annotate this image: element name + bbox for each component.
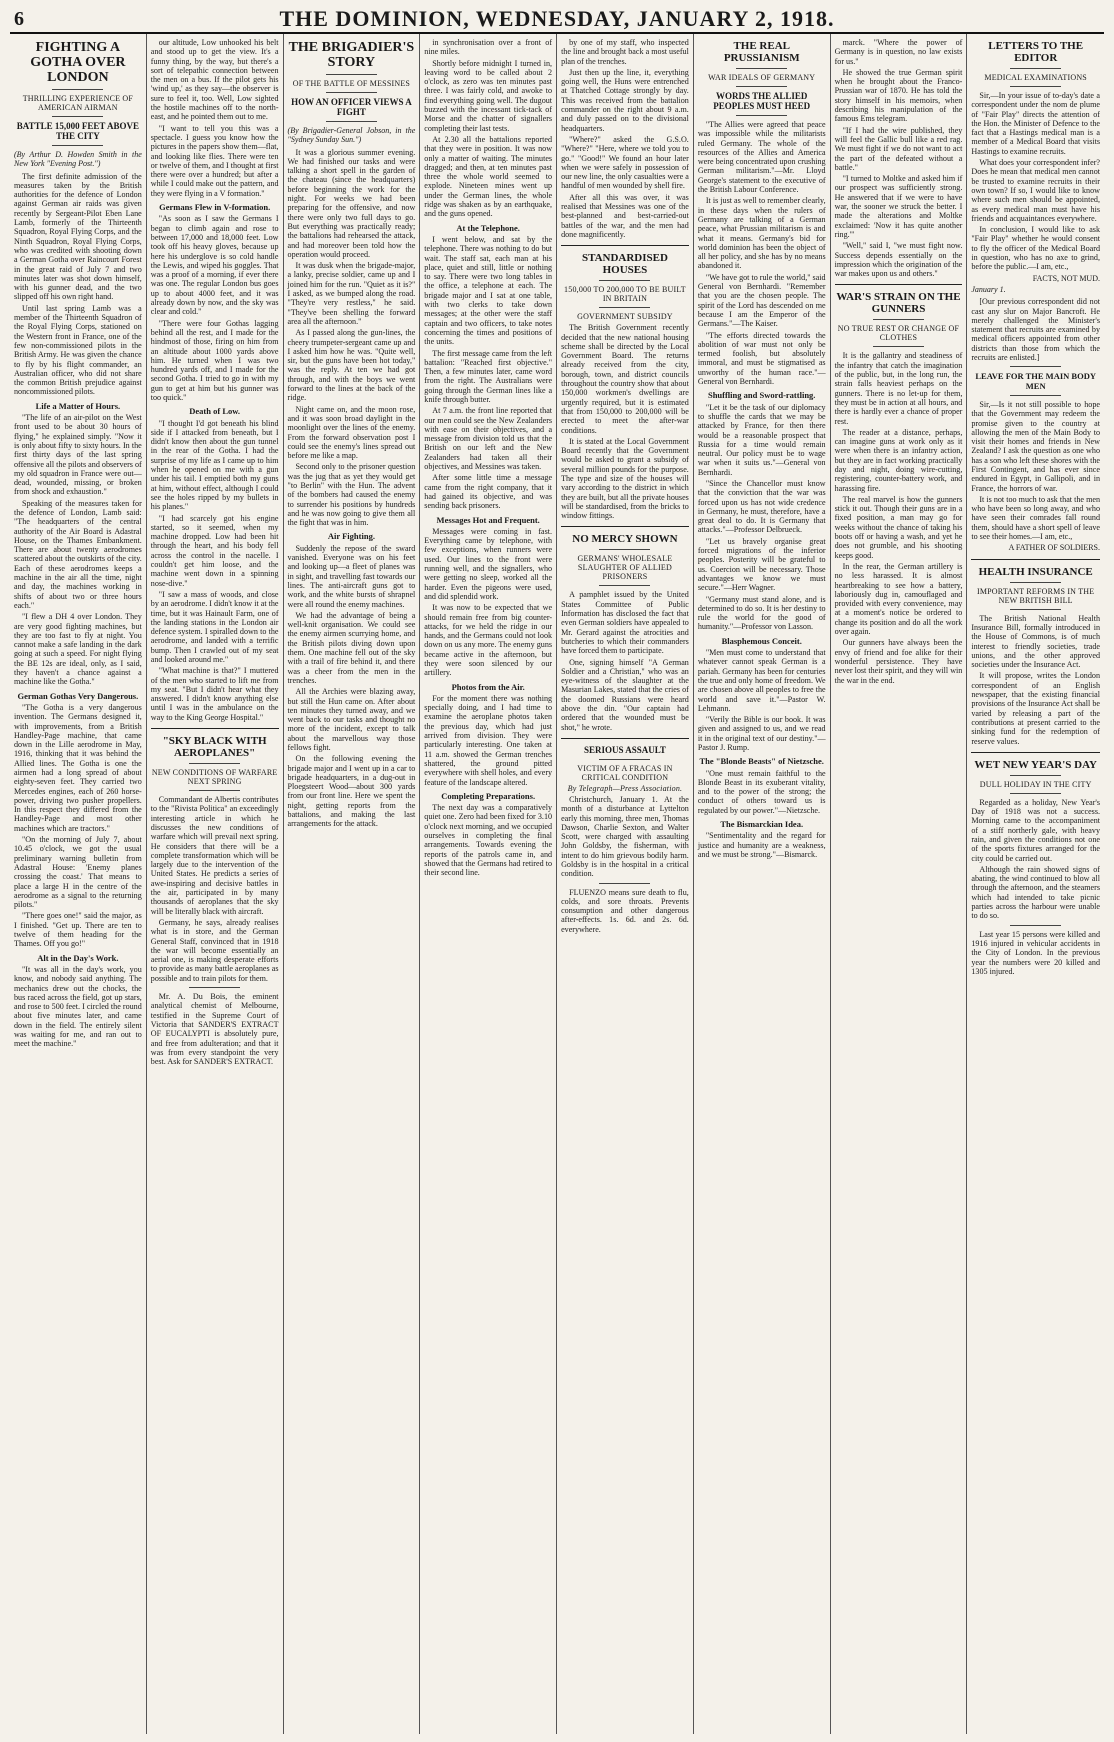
- paragraph: It will propose, writes the London correspondent of an English newspaper, that the existing financial provisions of the Insurance Act shall be varied by releasing a part of the contributions at present carried to the sinking fund for the redemption of reserve values.: [971, 671, 1100, 746]
- paragraph: After some little time a message came from the right company, that it had gained its objective, and was sending back prisoners.: [424, 473, 553, 511]
- column-1: [10, 34, 147, 1734]
- paragraph: Our gunners have always been the envy of friend and foe alike for their wonderful persistence. They have never lost their spirit, and they will win the war in the end.: [834, 638, 963, 685]
- section-heading: The Bismarckian Idea.: [720, 819, 804, 830]
- paragraph: It was now to be expected that we should remain free from big counter-attacks, for we held the ridge in our hands, and the Germans could not look down on us any more. The enemy guns became active in the afternoon, but they were soon silenced by our artillery.: [424, 603, 553, 678]
- column-2: [147, 34, 284, 1734]
- subhead-gunners: NO TRUE REST OR CHANGE OF CLOTHES: [837, 324, 960, 343]
- byline-brigadier: (By Brigadier-General Jobson, in the "Sydney Sunday Sun."): [287, 126, 416, 145]
- subhead-no-mercy: GERMANS' WHOLESALE SLAUGHTER OF ALLIED PRISONERS: [577, 554, 673, 582]
- editor-note: [Our previous correspondent did not cast any slur on Major Bancroft. He merely challenged the Minister's statement that recruits are examined by medical officers appointed from other districts than those from which the recruits are enlisted.]: [971, 297, 1100, 363]
- section-heading: Death of Low.: [189, 406, 241, 417]
- column-7: [831, 34, 968, 1734]
- column-8: [967, 34, 1104, 1734]
- paragraph: Just then up the line, it, everything going well, the Huns were entrenched at Thatched Cottage strongly by day. This was received from the battalion commander on the right about 9 a.m. and duly passed on to the divisional headquarters.: [561, 67, 689, 133]
- paragraph: "Germany must stand alone, and is determined to do so. It is her destiny to rule the world for the good of humanity."—Professor von Lasson.: [697, 594, 826, 632]
- paragraph: "Let us bravely organise great forced migrations of the inferior peoples. Posterity will be grateful to us. Coercion will be necessary. Those advantages we know we must secure."—Herr Wagner.: [697, 536, 826, 593]
- section-heading: Air Fighting.: [327, 531, 375, 542]
- subhead-sky-black: NEW CONDITIONS OF WARFARE NEXT SPRING: [151, 768, 278, 787]
- paragraph: On the following evening the brigade major and I went up in a car to brigade headquarters, in a dug-out in Ploegsteert Wood—about 300 yards from our front line. Here we spent the night, getting reports from the battalions, and making the last arrangements for the attack.: [287, 754, 416, 829]
- section-heading: Completing Preparations.: [441, 790, 536, 801]
- headline-no-mercy: NO MERCY SHOWN: [572, 533, 678, 546]
- section-heading: Shuffling and Sword-rattling.: [707, 390, 816, 401]
- paragraph: All the Archies were blazing away, but still the Hun came on. After about ten minutes they turned away, and we went back to our tasks and thought no more of the incident, except to talk about the marvellous way those fellows fight.: [287, 687, 416, 752]
- paragraph: He showed the true German spirit when he brought about the Franco-Prussian war of 1870. He has told the story himself in his memoirs, when describing his manipulation of the famous Ems telegram.: [834, 67, 963, 124]
- paragraph: "On the morning of July 7, about 10.45 o'clock, we got the usual preliminary warning bulletin from Adastral House: 'Enemy planes crossing the coast.' That means to place a large H in the centre of the aerodrome as a signal to the returning pilots.": [14, 835, 142, 910]
- paragraph: Regarded as a holiday, New Year's Day of 1918 was not a success. Morning came to the accompaniment of a stiff northerly gale, with heavy rain, and given the conditions not one of the sports fixtures arranged for the city could be carried out.: [971, 797, 1100, 863]
- paragraph: The British Government recently decided that the new national housing scheme shall be directed by the Local Government Board. The returns already received from the city, borough, town, and district councils throughout the country show that about 150,000 workmen's dwellings are urgently required, but it is estimated that from 150,000 to 200,000 will be erected to meet the after-war conditions.: [561, 323, 689, 435]
- paragraph: Speaking of the measures taken for the defence of London, Lamb said: "The headquarters of the central authority of the Air Board is Adastral House, on the Thames Embankment. There are about twenty aerodromes scattered about the outskirts of the city. Each of these aerodromes keeps a machine in the air all the time, night and day, the machines working in shifts of about two or three hours each.": [14, 498, 142, 610]
- newspaper-title: THE DOMINION, WEDNESDAY, JANUARY 2, 1918.: [279, 6, 835, 31]
- paragraph: Last year 15 persons were killed and 1916 injured in vehicular accidents in the City of London. In the previous year the numbers were 20 killed and 1305 injured.: [971, 929, 1100, 976]
- headline-sky-black: "SKY BLACK WITH AEROPLANES": [162, 735, 267, 760]
- paragraph: A pamphlet issued by the United States Committee of Public Information has disclosed the fact that even German soldiers have appealed to Mr. Gerard against the atrocities and butcheries to which their commanders have forced them to participate.: [561, 590, 689, 656]
- paragraph: "Let it be the task of our diplomacy to shuffle the cards that we may be attacked by France, for then there would be a reasonable prospect that Russia for a time would remain neutral. Our policy must be to wage war when it suits us."—General von Bernhardi.: [697, 402, 826, 477]
- section-heading: The "Blonde Beasts" of Nietzsche.: [699, 756, 824, 767]
- paragraph: Although the rain showed signs of abating, the wind continued to blow all through the afternoon, and the steamers which had intended to take picnic parties across the harbour were unable to do so.: [971, 864, 1100, 921]
- column-3: [284, 34, 421, 1734]
- paragraph: I went below, and sat by the telephone. There was nothing to do but wait. The staff sat, each man at his place, quiet and still, little or nothing to say. There were two long tables in the office, a telephone at each. The brigade major and I sat at one table, with two clerks to take down messages; at the other were the staff captain and two officers, to take notes concerning the times and positions of the units.: [424, 234, 553, 347]
- subhead-gotha-2: BATTLE 15,000 FEET ABOVE THE CITY: [16, 121, 139, 141]
- masthead: [10, 6, 1104, 34]
- subhead-assault: VICTIM OF A FRACAS IN CRITICAL CONDITION: [577, 763, 673, 782]
- paragraph: "I had scarcely got his engine started, so it seemed, when my machine dropped. Low had been hit through the heart, and his body fell across the control in the nacelle. I couldn't get him loose, and the machine went down in a spinning nose-dive.": [150, 513, 279, 588]
- page-number: 6: [14, 7, 24, 30]
- paragraph: The reader at a distance, perhaps, can imagine guns at work only as it were when there is an infantry action, but they are in fact working practically day and night, doing wire-cutting, registering, counter-battery work, and harassing fire.: [834, 427, 963, 493]
- headline-brigadier: THE BRIGADIER'S STORY: [288, 40, 415, 70]
- paragraph: "I turned to Moltke and asked him if our prospect was sufficiently strong. He answered that if we were to have war, the sooner we struck the better. I made the alterations and Moltke exclaimed: 'Now it has quite another ring.'": [834, 174, 963, 239]
- paragraph: by one of my staff, who inspected the line and brought back a most useful plan of the trenches.: [561, 38, 689, 66]
- section-heading: German Gothas Very Dangerous.: [17, 690, 139, 701]
- paragraph: It is just as well to remember clearly, in these days when the rulers of Germany are talking of a German peace, what Prussian militarism is and what it means. Germany's bid for world dominion has been the object of all her policy, and she has by no means abandoned it.: [697, 196, 826, 271]
- headline-houses: STANDARDISED HOUSES: [581, 252, 668, 277]
- subhead-prussianism: WAR IDEALS OF GERMANY: [708, 73, 816, 82]
- subhead-new-year: DULL HOLIDAY IN THE CITY: [979, 779, 1092, 789]
- paragraph: It is stated at the Local Government Board recently that the Government would be asked to grant a subsidy of several million pounds for the purpose. The type and size of the houses will vary according to the district in which they are built, but all the private houses will be standardised, from the bricks to window fittings.: [561, 436, 689, 521]
- section-heading: LEAVE FOR THE MAIN BODY MEN: [975, 371, 1096, 391]
- section-heading: Photos from the Air.: [451, 681, 525, 692]
- paragraph: The first definite admission of the measures taken by the British authorities for the defence of London against German air raids was given recently by Sergeant-Pilot Eben Lane Lamb, formerly of the Thirteenth Squadron, Royal Flying Corps, and the Ninth Squadron, Royal Flying Corps, who was credited with shooting down a German Gotha over Raincourt Forest in the great raid of July 7 and two minutes later was shot down himself, with his gunner dead, and the two slipped off his own right hand.: [14, 171, 142, 302]
- paragraph: It was dusk when the brigade-major, a lanky, precise soldier, came up and I joined him for the run. "Quiet as it is?" I asked, as we bumped along the road. "They're very restless," he said. "They've been shelling the forward area all the afternoon.": [287, 261, 416, 326]
- paragraph: "I thought I'd got beneath his blind side if I attacked from beneath, but I didn't know then about the gun tunnel in the rear of the Gotha. I had the surprise of my life as I came up to him when he opened on me with a gun under his tail. I emptied both my guns at him, without effect, although I could see the holes ripped by my bullets in his planes.": [150, 418, 279, 512]
- paragraph: It was a glorious summer evening. We had finished our tasks and were talking a short spell in the garden of the chateau (since the headquarters) before beginning the work for the night. For weeks we had been preparing for the offensive, and now there were only two full days to go. But everything was practically ready; the battalions had rehearsed the attack, and had moreover been told how the operation would proceed.: [287, 147, 416, 259]
- paragraph: At 2.30 all the battalions reported that they were in position. It was now only a matter of waiting. The minutes dragged; and then, at ten minutes past three the whole world seemed to explode. Nineteen mines went up under the German lines, the whole ridge was shaken as by an earthquake, and the guns opened.: [424, 134, 553, 219]
- subhead-prussianism-2: WORDS THE ALLIED PEOPLES MUST HEED: [713, 91, 811, 111]
- subhead-health-insurance: IMPORTANT REFORMS IN THE NEW BRITISH BILL: [976, 586, 1095, 605]
- advertisement-sanders: Mr. A. Du Bois, the eminent analytical chemist of Melbourne, testified in the Supreme Court of Victoria that SANDER'S EXTRACT OF EUCALYPTI is absolutely pure, and free from adulteration; and that it was from every standpoint the very best. Ask for SANDER'S EXTRACT.: [150, 992, 279, 1067]
- paragraph: "Where?" asked the G.S.O. "Where?" "Here, where we told you to go." "Good!" We found an hour later when we were safely in possession of our new line, the only casualties were a handful of men wounded by shell fire.: [561, 134, 689, 191]
- subhead-brigadier-2: HOW AN OFFICER VIEWS A FIGHT: [291, 97, 412, 117]
- paragraph: Commandant de Albertis contributes to the "Rivista Politica" an exceedingly interesting article in which he discusses the new conditions of warfare which will prevail next spring. He considers that there will be a complete transformation which will be largely due to the intervention of the United States. He predicts a series of awe-inspiring and decisive battles in the air, participated in by many thousands of aeroplanes that the sky will be literally black with aircraft.: [150, 795, 279, 916]
- subhead-gotha: THRILLING EXPERIENCE OF AMERICAN AIRMAN: [22, 94, 134, 112]
- headline-letters: LETTERS TO THE EDITOR: [988, 40, 1084, 64]
- paragraph: Suddenly the repose of the sward vanished. Everyone was on his feet and looking up—a fleet of planes was in sight, and travelling fast towards our lines. The anti-aircraft guns got to work, and the white bursts of shrapnel were all round the enemy machines.: [287, 543, 416, 609]
- headline-gotha: FIGHTING A GOTHA OVER LONDON: [30, 40, 126, 85]
- paragraph: "There were four Gothas lagging behind all the rest, and I made for the hindmost of those, firing on him from an altitude about 1000 yards above him. He turned when I was two hundred yards off, and I made for the second Gotha. I tried to go in with my gun to get at him but his gunner was too quick.": [150, 318, 279, 402]
- paragraph: "Well," said I, "we must fight now. Success depends essentially on the impression which the origination of the war makes upon us and others.": [834, 241, 963, 279]
- signature: A FATHER OF SOLDIERS.: [1008, 543, 1100, 553]
- paragraph: "As soon as I saw the Germans I began to climb again and rose to between 17,000 and 18,000 feet. Low took off his heavy gloves, because up here his underglove is so cold handle the Lewis, and wiped his goggles. That was a proof of a morning, if ever there was one. The regular London bus goes up to about 4000 feet, and it was already down by now, and the sky was clear and cold.": [150, 214, 279, 317]
- paragraph: Sir,—In your issue of to-day's date a correspondent under the nom de plume of "Fair Play" directs the attention of the Hon. the Minister of Defence to the fact that a Hastings medical man is a member of a Medical Board that visits Hastings to examine recruits.: [971, 91, 1100, 156]
- headline-prussianism: THE REAL PRUSSIANISM: [723, 40, 800, 64]
- paragraph: In the rear, the German artillery is no less harassed. It is almost heartbreaking to see how a battery, laboriously dug in, camouflaged and provided with every convenience, may at a moment's notice be ordered to change its position and do all the work over again.: [834, 561, 963, 637]
- paragraph: Sir,—Is it not still possible to hope that the Government may redeem the promise given to the country at allowing the men of the Main Body to visit their homes and friends in New Zealand? I ask the question as one who has a son who left these shores with the First Contingent, and has ever since endured in Egypt, in Gallipoli, and in France, the horrors of war.: [971, 399, 1100, 493]
- headline-gunners: WAR'S STRAIN ON THE GUNNERS: [836, 291, 961, 316]
- paragraph: Christchurch, January 1. At the month of a disturbance at Lyttelton early this morning, three men, Thomas Dawson, Charlie Sexton, and Walter Scott, were charged with assaulting John Goldsby, the fisherman, with intent to do him grievous bodily harm. Goldsby is in the hospital in a critical condition.: [561, 794, 689, 879]
- paragraph: In conclusion, I would like to ask "Fair Play" whether he would consent to fly the officer of the Medical Board in question, who has no axe to grind, before the public.—I am, etc.,: [971, 225, 1100, 272]
- section-heading: Messages Hot and Frequent.: [436, 514, 540, 525]
- paragraph: our altitude, Low unhooked his belt and stood up to get the view. It's a funny thing, by the way, but there's a sort of telepathic connection between the men on a bus. If the pilot gets his 'wind up,' as they say—the observer is sure to feel it, too. Well, Low sighted the hostile machines off to the north-east, and he pointed them out to me.: [150, 38, 279, 122]
- headline-health-insurance: HEALTH INSURANCE: [978, 565, 1093, 578]
- section-heading: Germans Flew in V-formation.: [159, 202, 271, 213]
- paragraph: Until last spring Lamb was a member of the Thirteenth Squadron of the Royal Flying Corps, stationed on the Western front in France, one of the few non-commissioned pilots in the British Army. He was given the chance to fly by his flight commander, an Australian officer, who did not share the common British prejudice against noncommissioned pilots.: [14, 303, 142, 397]
- paragraph: At 7 a.m. the front line reported that our men could see the New Zealanders with ease on their objectives, and a message from division told us that the British on our left and the New Zealanders had taken all their objectives, and Messines was taken.: [424, 406, 553, 472]
- paragraph: As I passed along the gun-lines, the cheery trumpeter-sergeant came up and I asked him how he was. "Quite well, sir, but the guns have been hot today," was the reply. At ten we had got through, and with the boys we went forward to the lines at the back of the ridge.: [287, 328, 416, 403]
- subhead-houses: 150,000 TO 200,000 TO BE BUILT IN BRITAIN: [564, 285, 686, 304]
- paragraph: "Since the Chancellor must know that the conviction that the war was forced upon us has not wide credence in Germany, he must, therefore, have a great deal to do. It is Germany that attacks."—Professor Delbrueck.: [697, 478, 826, 535]
- paragraph: The first message came from the left battalion: "Reached first objective." Then, a few minutes later, came word from the right. The Australians were going through the German lines like a knife through butter.: [424, 348, 553, 404]
- paragraph: "If I had the wire published, they will feel the Gallic bull like a red rag. We must fight if we do not want to act the part of the defeated without a battle.": [834, 125, 963, 172]
- letter-date: January 1.: [971, 284, 1006, 294]
- paragraph: "The efforts directed towards the abolition of war must not only be termed foolish, but absolutely immoral, and must be stigmatised as unworthy of the human race."—General von Bernhardi.: [697, 330, 826, 387]
- paragraph: Germany, he says, already realises what is in store, and the German General Staff, convinced that in 1918 the war will become essentially an aerial one, is making desperate efforts to provide as many battle aeroplanes as possible and to train pilots for them.: [150, 917, 279, 983]
- column-6: [694, 34, 831, 1734]
- paragraph: "The Allies were agreed that peace was impossible while the militarists ruled Germany. The whole of the resources of the Allies and America were being concentrated upon crushing German militarism."—Mr. Lloyd George's statement to the executive of the British Labour Conference.: [697, 120, 826, 195]
- paragraph: After all this was over, it was realised that Messines was one of the best-planned and best-carried-out battles of the war, and the men had done magnificently.: [561, 192, 689, 239]
- paragraph: "The Gotha is a very dangerous invention. The Germans designed it, with improvements, from a British Handley-Page machine, that came down in the Lille aerodrome in May, 1916, thinking that it was behind the Allied lines. The Gotha is one the airmen had a long spread of about eighty-seven feet. They carried two Mercedes engines, each of 260 horse-power, driving two pusher propellers. In this respect they differed from the Handley-Page and most other machines which are tractors.": [14, 702, 142, 833]
- paragraph: "One must remain faithful to the Blonde Beast in its exuberant vitality, and to the power of the strong; the conduct of others toward us is regulated by our power."—Nietzsche.: [697, 768, 826, 815]
- paragraph: Messages were coming in fast. Everything came by telephone, with few exceptions, when runners were used. Our lines to the front were running well, and the signallers, who were getting no sleep, worked all the harder. Even the pigeons were used, and did splendid work.: [424, 526, 553, 601]
- column-4: [420, 34, 557, 1734]
- paragraph: "The life of an air-pilot on the West front used to be about 30 hours of flying," he explained simply. "Now it is only about fifty to sixty hours. In the first thirty days of the last spring offensive all the pilots and observers of my old squadron in France were out—dead, wounded, missing, or broken from shock and exhaustion.": [14, 413, 142, 497]
- paragraph: "Men must come to understand that whatever cannot speak German is a pariah. Germany has been for centuries the true and only home of freedom. We are chosen above all peoples to free the world and save it."—Pastor W. Lehmann.: [697, 648, 826, 713]
- paragraph: "Sentimentality and the regard for justice and humanity are a weakness, and we must be strong."—Bismarck.: [697, 831, 826, 859]
- subhead-houses-2: GOVERNMENT SUBSIDY: [577, 312, 673, 322]
- column-5: [557, 34, 694, 1734]
- byline-gotha: (By Arthur D. Howden Smith in the New York "Evening Post."): [14, 150, 142, 169]
- paragraph: Second only to the prisoner question was the jug that as yet they would get "to Berlin" with the Hun. The advent of the bombers had caused the enemy to surrender his positions by hundreds and he was now going to give them all the fight that was in him.: [287, 462, 416, 528]
- paragraph: The real marvel is how the gunners stick it out. Though their guns are in a fixed position, a man may go for weeks without the chance of taking his boots off or having a wash, and yet he does not grumble, and his shooting keeps good.: [834, 494, 963, 560]
- paragraph: We had the advantage of being a well-knit organisation. We could see the enemy airmen scurrying home, and the British pilots diving down upon them. One machine fell out of the sky with a trail of fire behind it, and there was a cheer from the men in the trenches.: [287, 610, 416, 685]
- headline-new-year: WET NEW YEAR'S DAY: [974, 758, 1097, 771]
- paragraph: "I saw a mass of woods, and close by an aerodrome. I didn't know it at the time, but it was Hainault Farm, one of the landing stations in the London air defence system. I spiralled down to the aerodrome, and landed with a terrific bump. Then I crawled out of my seat and looked around me.": [150, 589, 279, 664]
- paragraph: For the moment there was nothing specially doing, and I had time to examine the aeroplane photos taken the previous day, which had just arrived from division. They were particularly interesting. One taken at 11 a.m. showed the German trenches shattered, the ground pitted everywhere with shell holes, and every feature of the landscape altered.: [424, 693, 553, 787]
- paragraph: "We have got to rule the world," said General von Bernhardi. "Remember that you are the chosen people. The spirit of the Lord has descended on me because I am the Emperor of the Germans."—The Kaiser.: [697, 272, 826, 329]
- columns: [10, 34, 1104, 1734]
- paragraph: One, signing himself "A German Soldier and a Christian," who was an eye-witness of the slaughter at the Masurian Lakes, stated that the cries of the doomed Russians were heard above the din. "Our captain had ordered that the wounded must be shot," he wrote.: [561, 657, 689, 732]
- section-heading: At the Telephone.: [456, 222, 520, 233]
- subhead-brigadier: OF THE BATTLE OF MESSINES: [292, 79, 411, 88]
- advertisement-fluenzo: FLUENZO means sure death to flu, colds, and sore throats. Prevents consumption and other dangerous after-effects. 1s. 6d. and 2s. 6d. everywhere.: [561, 887, 689, 934]
- paragraph: "It was all in the day's work, you know, and nobody said anything. The mechanics drew out the chocks, the bus raced across the field, got up stars, and rose to 500 feet. I circled the round about five minutes later, and came down in the field. The entirely silent was waiting for me, and ran out to meet the machine.": [14, 964, 142, 1049]
- paragraph: "I flew a DH 4 over London. They are very good fighting machines, but they are too fast to fly at night. You cannot make a safe landing in the dark going at such a speed. For night flying the BE 12s are ideal, only, as I said, they haven't a chance against a machine like the Gotha.": [14, 612, 142, 687]
- paragraph: in synchronisation over a front of nine miles.: [424, 38, 553, 57]
- headline-assault: SERIOUS ASSAULT: [583, 744, 666, 755]
- paragraph: marck. "Where the power of Germany is in question, no law exists for us.": [834, 38, 963, 66]
- paragraph: The next day was a comparatively quiet one. Zero had been fixed for 3.10 o'clock next morning, and we occupied ourselves in completing the final arrangements. Towards evening the reports of the patrols came in, and showed that the Germans had retired to their second line.: [424, 803, 553, 878]
- subhead-letters: MEDICAL EXAMINATIONS: [984, 73, 1087, 82]
- paragraph: It is the gallantry and steadiness of the infantry that catch the imagination of the public, but, in the long run, the strain falls heaviest perhaps on the gunners. There is no let-up for them, they must be in action at all hours, and there is hardly ever a chance of proper rest.: [834, 351, 963, 426]
- section-heading: Life a Matter of Hours.: [35, 400, 121, 411]
- paragraph: "Verily the Bible is our book. It was given and assigned to us, and we read it in the original text of our destiny."—Pastor J. Rump.: [697, 715, 826, 752]
- section-heading: Alt in the Day's Work.: [37, 952, 119, 963]
- paragraph: Night came on, and the moon rose, and it was soon broad daylight in the moonlight over the lines of the enemy. From the forward observation post I could see the enemy's lines spread out before me like a map.: [287, 404, 416, 461]
- paragraph: The British National Health Insurance Bill, formally introduced in the House of Commons, is of much interest to friendly societies, trade unions, and the other approved societies under the Insurance Act.: [971, 613, 1100, 670]
- signature: FACTS, NOT MUD.: [1032, 273, 1100, 283]
- paragraph: What does your correspondent infer? Does he mean that medical men cannot be trusted to examine recruits in their own town? If so, I would like to know where such men should be appointed, as every medical man must have his friends and acquaintances everywhere.: [971, 158, 1100, 223]
- paragraph: "What machine is that?" I muttered of the men who started to lift me from my seat. "But I didn't hear what they answered. I didn't know anything else until I was in the ambulance on the way to the King George Hospital.": [150, 666, 279, 722]
- section-heading: Blasphemous Conceit.: [721, 635, 802, 646]
- paragraph: "There goes one!" said the major, as I finished. "Get up. There are ten to twelve of them heading for the Thames. Off you go!": [14, 911, 142, 949]
- paragraph: It is not too much to ask that the men who have been so long away, and who have seen their comrades fall round them, should have a short spell of leave to see their homes.—I am, etc.,: [971, 494, 1100, 542]
- paragraph: "I want to tell you this was a spectacle. I guess you know how the pictures in the papers show them—flat, and looking like flies. There were ten or twelve of them, and I thought at first there were over a hundred; but after a while I could make out the pattern, and they were flying in a V formation.": [150, 123, 279, 198]
- paragraph: Shortly before midnight I turned in, leaving word to be called about 2 o'clock, as zero was ten minutes past three. I was fairly cold, and awoke to find everything going well. The dugout buzzed with the incessant tick-tack of Morse and the chatter of signallers completing their last tests.: [424, 58, 553, 133]
- credit-line: By Telegraph—Press Association.: [567, 783, 683, 793]
